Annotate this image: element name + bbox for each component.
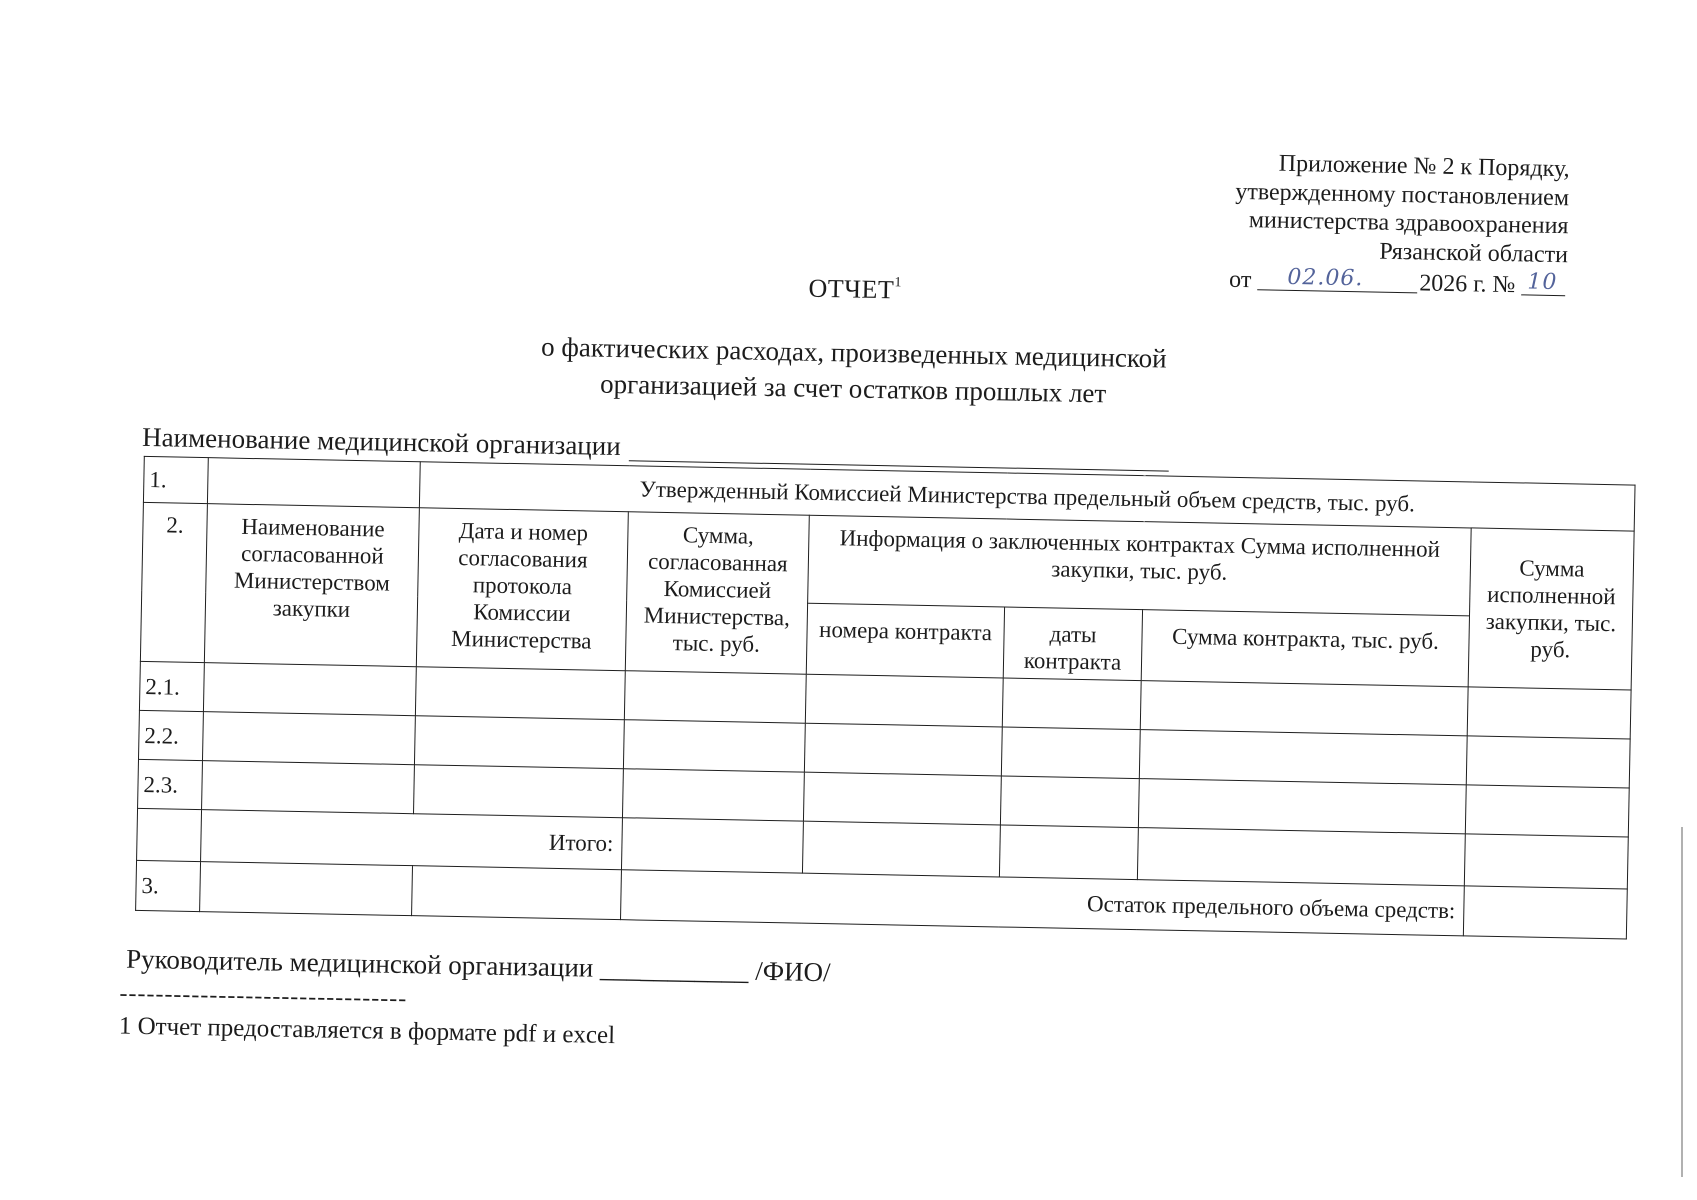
header-agreed-sum: Сумма, согласованная Комиссией Министерства, тыс. руб. — [625, 512, 809, 674]
header-purchase-name: Наименование согласованной Министерством закупки — [204, 504, 419, 667]
table-cell — [802, 821, 1000, 877]
signature-blank: ___________ — [599, 952, 749, 986]
table-cell — [623, 720, 805, 772]
table-cell — [414, 765, 624, 818]
table-cell — [1002, 678, 1141, 730]
handwritten-number: 10 — [1527, 268, 1558, 295]
row-number: 2.1. — [139, 661, 204, 711]
table-cell — [1465, 785, 1629, 837]
table-cell — [203, 663, 416, 716]
row-number: 2. — [140, 502, 207, 662]
row-number: 2.3. — [138, 759, 203, 809]
report-title-text: ОТЧЕТ — [808, 273, 895, 305]
appendix-line: Рязанской области — [1379, 238, 1569, 268]
row-number: 2.2. — [138, 710, 203, 760]
table-cell — [202, 712, 415, 765]
table-cell — [999, 825, 1138, 880]
table-cell — [1001, 727, 1140, 779]
appendix-line: министерства здравоохранения — [1248, 207, 1569, 240]
table-cell — [803, 772, 1001, 825]
signature-fio: /ФИО/ — [754, 955, 831, 988]
header-protocol: Дата и номер согласования протокола Комиссии Министерства — [416, 508, 628, 671]
table-cell — [805, 674, 1003, 727]
scanned-sheet — [91, 115, 1659, 1105]
subtitle-line: о фактических расходах, произведенных медицинской — [540, 331, 1167, 374]
table-cell — [137, 808, 202, 861]
appendix-header — [1229, 149, 1570, 300]
table-cell — [1467, 687, 1631, 739]
remainder-label: Остаток предельного объема средств: — [621, 870, 1465, 936]
table-cell — [622, 769, 804, 821]
date-prefix: от — [1228, 266, 1252, 293]
year-number-label: 2026 г. № — [1419, 269, 1516, 298]
table-cell — [1463, 886, 1627, 939]
table-cell — [1464, 834, 1628, 889]
table-cell — [1138, 779, 1466, 834]
handwritten-date: 02.06. — [1287, 264, 1364, 291]
signature-line — [126, 944, 831, 988]
table-cell — [621, 818, 803, 873]
subtitle-line: организацией за счет остатков прошлых лет — [599, 368, 1107, 409]
table-cell — [202, 761, 415, 814]
organization-label: Наименование медицинской организации — [141, 421, 621, 462]
approved-limit-label: Утвержденный Комиссией Министерства предельный объем средств, тыс. руб. — [419, 462, 1635, 531]
row-number: 1. — [143, 456, 208, 503]
table-cell — [207, 458, 420, 508]
table-cell — [1000, 776, 1139, 828]
table-cell — [624, 671, 806, 723]
header-contracts-info: Информация о заключенных контрактах Сумма исполненной закупки, тыс. руб. — [808, 515, 1472, 616]
appendix-line: Приложение № 2 к Порядку, — [1278, 150, 1570, 183]
table-cell — [414, 716, 624, 769]
row-number: 3. — [136, 860, 201, 911]
header-contract-sum: Сумма контракта, тыс. руб. — [1141, 610, 1469, 687]
header-executed-sum: Сумма исполненной закупки, тыс. руб. — [1468, 528, 1634, 690]
appendix-line: утвержденному постановлением — [1235, 178, 1570, 211]
report-subtitle — [104, 320, 1603, 421]
table-cell — [415, 667, 625, 720]
table-cell — [412, 866, 622, 920]
table-cell — [1137, 828, 1465, 886]
table-cell — [804, 723, 1002, 776]
footnote-text: 1 Отчет предоставляется в формате pdf и excel — [118, 1012, 616, 1050]
table-cell — [200, 862, 413, 916]
footnote-mark: 1 — [894, 275, 903, 291]
report-table — [135, 456, 1635, 940]
header-contract-dates: даты контракта — [1003, 607, 1142, 681]
footnote-separator: -------------------------------- — [119, 980, 408, 1013]
table-cell — [1140, 681, 1468, 736]
signature-label: Руководитель медицинской организации — [125, 943, 594, 983]
table-cell — [1466, 736, 1630, 788]
scan-edge-line — [1681, 827, 1683, 1177]
table-cell — [1139, 730, 1467, 785]
header-contract-numbers: номера контракта — [806, 603, 1004, 678]
total-label: Итого: — [201, 810, 623, 870]
